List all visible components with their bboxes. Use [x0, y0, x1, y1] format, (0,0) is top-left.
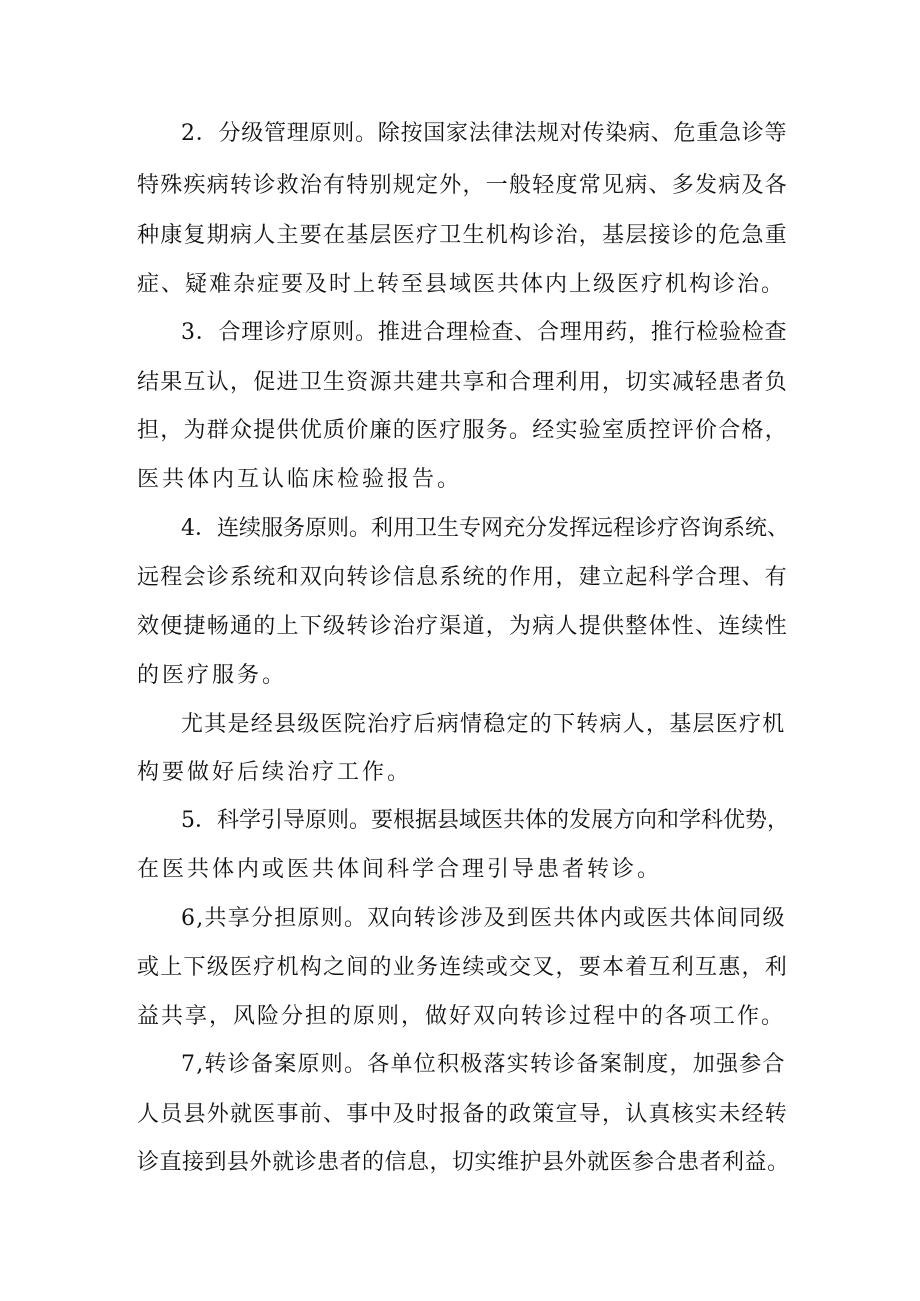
text-line: 7,转诊备案原则。各单位积极落实转诊备案制度，加强参合 [181, 1052, 786, 1077]
text-line: 效便捷畅通的上下级转诊治疗渠道，为病人提供整体性、连续性 [137, 614, 789, 639]
text-line: 2．分级管理原则。除按国家法律法规对传染病、危重急诊等 [181, 121, 788, 146]
text-line: 的医疗服务。 [137, 663, 288, 688]
text-line: 医共体内互认临床检验报告。 [137, 467, 463, 492]
text-line: 益共享，风险分担的原则，做好双向转诊过程中的各项工作。 [137, 1004, 786, 1029]
text-line: 远程会诊系统和双向转诊信息系统的作用，建立起科学合理、有 [137, 565, 789, 590]
text-line: 5．科学引导原则。要根据县域医共体的发展方向和学科优势， [181, 808, 789, 833]
text-line: 症、疑难杂症要及时上转至县域医共体内上级医疗机构诊治。 [137, 272, 786, 297]
text-line: 人员县外就医事前、事中及时报备的政策宣导，认真核实未经转 [137, 1102, 789, 1127]
text-line: 诊直接到县外就诊患者的信息，切实维护县外就医参合患者利益。 [137, 1150, 790, 1175]
text-line: 种康复期病人主要在基层医疗卫生机构诊治，基层接诊的危急重 [137, 223, 789, 248]
text-line: 在医共体内或医共体间科学合理引导患者转诊。 [137, 857, 663, 882]
text-line: 结果互认，促进卫生资源共建共享和合理利用，切实减轻患者负 [137, 370, 789, 395]
text-line: 3．合理诊疗原则。推进合理检查、合理用药，推行检验检查 [181, 320, 788, 345]
text-line: 特殊疾病转诊救治有特别规定外，一般轻度常见病、多发病及各 [137, 173, 789, 198]
text-line: 6,共享分担原则。双向转诊涉及到医共体内或医共体间同级 [181, 906, 786, 931]
text-line: 担，为群众提供优质价廉的医疗服务。经实验室质控评价合格， [137, 418, 789, 443]
text-line: 构要做好后续治疗工作。 [137, 760, 413, 785]
text-line: 尤其是经县级医院治疗后病情稳定的下转病人，基层医疗机 [181, 712, 786, 737]
text-line: 或上下级医疗机构之间的业务连续或交叉，要本着互利互惠，利 [137, 955, 789, 980]
text-line: 4．连续服务原则。利用卫生专网充分发挥远程诊疗咨询系统、 [181, 516, 789, 541]
